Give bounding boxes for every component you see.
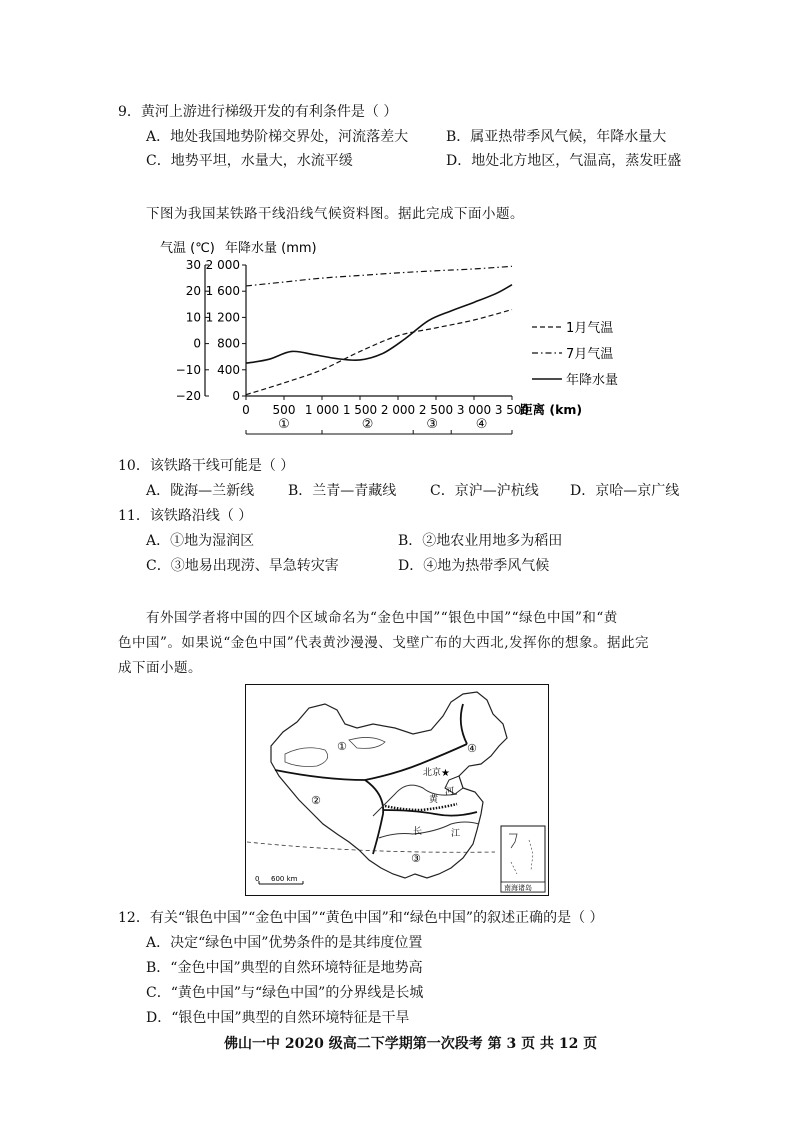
q10-stem: 10．该铁路干线可能是（ ） xyxy=(118,458,295,474)
china-regions-map xyxy=(245,684,549,896)
q12-option-a: A．决定“绿色中国”优势条件的是其纬度位置 xyxy=(146,935,423,951)
segment-label-2: ② xyxy=(361,417,374,432)
region-2-label: ② xyxy=(311,794,321,807)
q12-option-c: C．“黄色中国”与“绿色中国”的分界线是长城 xyxy=(146,985,424,1001)
q12-stem: 12．有关“银色中国”“金色中国”“黄色中国”和“绿色中国”的叙述正确的是（ ） xyxy=(118,910,604,926)
ylabel-left: 气温 (℃) xyxy=(160,241,215,256)
x-tick-label: 2 500 xyxy=(418,403,454,417)
scale-label: 600 km xyxy=(271,875,298,883)
beijing-label: 北京 xyxy=(423,768,442,778)
q10-option-a: A．陇海—兰新线 xyxy=(146,483,255,499)
region-4-label: ④ xyxy=(467,742,477,755)
temp-tick-label: −20 xyxy=(175,389,201,403)
segment-label-3: ③ xyxy=(426,417,439,432)
q9-option-a: A．地处我国地势阶梯交界处，河流落差大 xyxy=(146,129,409,145)
scale-zero: 0 xyxy=(255,875,260,883)
q10-option-c: C．京沪—沪杭线 xyxy=(430,483,539,499)
x-tick-label: 1 000 xyxy=(304,403,340,417)
q11-option-c: C．③地易出现涝、旱急转灾害 xyxy=(146,558,339,574)
x-tick-label: 500 xyxy=(272,403,296,417)
q9-stem: 9．黄河上游进行梯级开发的有利条件是（ ） xyxy=(118,104,398,120)
precip-tick-label: 1 200 xyxy=(205,310,240,325)
x-tick-label: 3 000 xyxy=(456,403,492,417)
q9-option-d: D．地处北方地区，气温高，蒸发旺盛 xyxy=(446,153,682,169)
x-axis-label: 距离 (km) xyxy=(520,402,583,417)
segment-label-4: ④ xyxy=(475,417,488,432)
q9-option-c: C．地势平坦，水量大，水流平缓 xyxy=(146,153,353,169)
inset-label: 南海诸岛 xyxy=(504,884,532,892)
x-tick-label: 2 000 xyxy=(380,403,416,417)
intro-regions-line1: 有外国学者将中国的四个区域命名为“金色中国”“银色中国”“绿色中国”和“黄 xyxy=(146,610,618,626)
river-chang-label: 长 xyxy=(413,827,423,837)
q12-option-d: D．“银色中国”典型的自然环境特征是干旱 xyxy=(146,1010,410,1026)
q9-option-b: B．属亚热带季风气候，年降水量大 xyxy=(446,129,667,145)
page-footer: 佛山一中 2020 级高二下学期第一次段考 第 3 页 共 12 页 xyxy=(224,1036,598,1052)
q10-option-b: B．兰青—青藏线 xyxy=(288,483,397,499)
precip-tick-label: 800 xyxy=(217,336,240,351)
x-tick-label: 1 500 xyxy=(342,403,378,417)
legend-label-1: 1月气温 xyxy=(566,321,614,336)
series-line-3 xyxy=(246,285,512,364)
q11-stem: 11．该铁路沿线（ ） xyxy=(118,508,253,524)
temp-tick-label: −10 xyxy=(175,362,201,377)
precip-tick-label: 2 000 xyxy=(205,258,240,272)
capital-star-icon: ★ xyxy=(441,768,450,779)
q10-option-d: D．京哈—京广线 xyxy=(570,483,680,499)
intro-regions-line3: 成下面小题。 xyxy=(118,660,202,676)
x-tick-label: 3 500 xyxy=(494,403,530,417)
region-1-label: ① xyxy=(337,740,347,753)
temp-tick-label: 20 xyxy=(185,284,201,299)
legend-label-2: 7月气温 xyxy=(566,347,614,362)
x-tick-label: 0 xyxy=(242,403,250,417)
intro-regions-line2: 色中国”。如果说“金色中国”代表黄沙漫漫、戈壁广布的大西北,发挥你的想象。据此完 xyxy=(118,635,649,651)
series-line-2 xyxy=(246,266,512,286)
precip-tick-label: 1 600 xyxy=(205,284,240,299)
river-jiang-label: 江 xyxy=(451,829,461,839)
q11-option-a: A．①地为湿润区 xyxy=(146,533,255,549)
river-he-label: 河 xyxy=(445,787,455,797)
river-huang-label: 黄 xyxy=(429,795,439,805)
temp-tick-label: 0 xyxy=(193,336,201,351)
segment-label-1: ① xyxy=(278,417,290,432)
ylabel-right: 年降水量 (mm) xyxy=(225,241,317,256)
region-3-label: ③ xyxy=(411,852,421,865)
q11-option-d: D．④地为热带季风气候 xyxy=(398,558,550,574)
temp-tick-label: 10 xyxy=(185,310,201,325)
precip-tick-label: 400 xyxy=(217,362,240,377)
precip-tick-label: 0 xyxy=(232,389,240,403)
legend-label-3: 年降水量 xyxy=(566,373,619,388)
q11-option-b: B．②地农业用地多为稻田 xyxy=(398,533,563,549)
temp-tick-label: 30 xyxy=(185,258,201,272)
intro-railway: 下图为我国某铁路干线沿线气候资料图。据此完成下面小题。 xyxy=(146,206,524,222)
q12-option-b: B．“金色中国”典型的自然环境特征是地势高 xyxy=(146,960,423,976)
climate-chart xyxy=(0,232,794,442)
